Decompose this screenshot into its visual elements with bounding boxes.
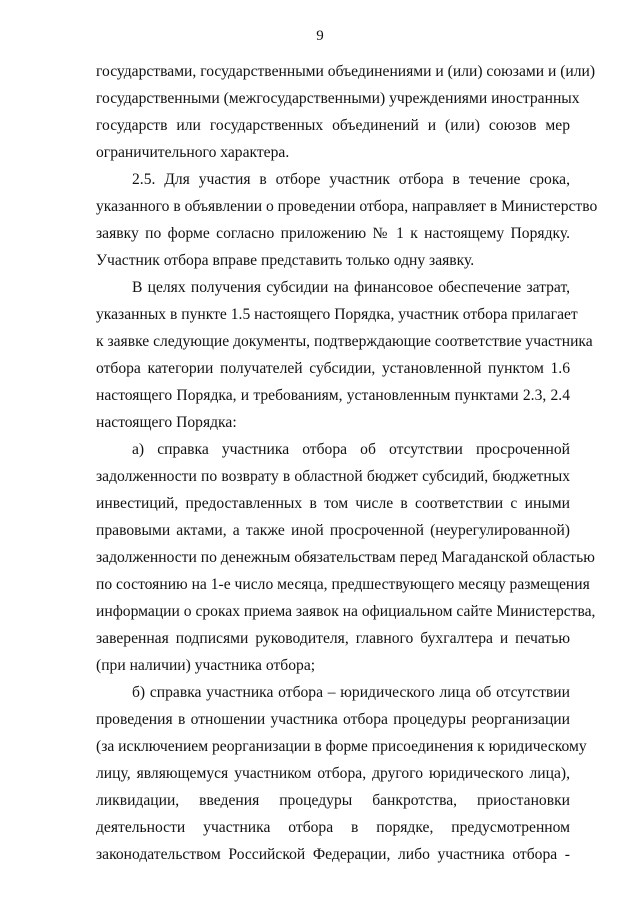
text-line: ограничительного характера. xyxy=(96,144,290,161)
text-line: заверенная подписями руководителя, главного бухгалтера и печатью xyxy=(96,630,570,647)
text-line: по состоянию на 1-е число месяца, предшествующего месяцу размещения xyxy=(96,576,590,593)
text-line: заявку по форме согласно приложению № 1 к настоящему Порядку. xyxy=(96,225,570,242)
text-line: Участник отбора вправе представить только одну заявку. xyxy=(96,252,475,269)
text-line: лицу, являющемуся участником отбора, другого юридического лица), xyxy=(96,765,570,782)
text-line: отбора категории получателей субсидии, установленной пунктом 1.6 xyxy=(96,360,570,377)
text-line: задолженности по денежным обязательствам перед Магаданской областью xyxy=(96,549,595,566)
text-line: указанного в объявлении о проведении отбора, направляет в Министерство xyxy=(96,198,598,215)
text-line: государствами, государственными объединениями и (или) союзами и (или) xyxy=(96,63,596,80)
page-number: 9 xyxy=(316,28,324,44)
text-line: б) справка участника отбора – юридического лица об отсутствии xyxy=(132,684,570,701)
text-line: информации о сроках приема заявок на официальном сайте Министерства, xyxy=(96,603,596,620)
text-line: проведения в отношении участника отбора процедуры реорганизации xyxy=(96,711,570,728)
text-line: настоящего Порядка, и требованиям, установленным пунктами 2.3, 2.4 xyxy=(96,387,570,404)
text-line: законодательством Российской Федерации, либо участника отбора - xyxy=(96,846,570,863)
text-line: задолженности по возврату в областной бюджет субсидий, бюджетных xyxy=(96,468,570,485)
text-line: государств или государственных объединений и (или) союзов мер xyxy=(96,117,570,134)
text-line: указанных в пункте 1.5 настоящего Порядка, участник отбора прилагает xyxy=(96,306,578,323)
text-line: В целях получения субсидии на финансовое обеспечение затрат, xyxy=(132,279,570,296)
text-line: (за исключением реорганизации в форме присоединения к юридическому xyxy=(96,738,587,755)
text-line: правовыми актами, а также иной просроченной (неурегулированной) xyxy=(96,522,570,539)
text-line: а) справка участника отбора об отсутствии просроченной xyxy=(132,441,570,458)
text-line: настоящего Порядка: xyxy=(96,414,237,431)
text-line: инвестиций, предоставленных в том числе в соответствии с иными xyxy=(96,495,570,512)
text-line: 2.5. Для участия в отборе участник отбора в течение срока, xyxy=(132,171,570,188)
text-line: (при наличии) участника отбора; xyxy=(96,657,316,674)
text-line: ликвидации, введения процедуры банкротства, приостановки xyxy=(96,792,570,809)
text-line: государственными (межгосударственными) учреждениями иностранных xyxy=(96,90,580,107)
text-line: деятельности участника отбора в порядке, предусмотренном xyxy=(96,819,570,836)
text-line: к заявке следующие документы, подтверждающие соответствие участника xyxy=(96,333,593,350)
